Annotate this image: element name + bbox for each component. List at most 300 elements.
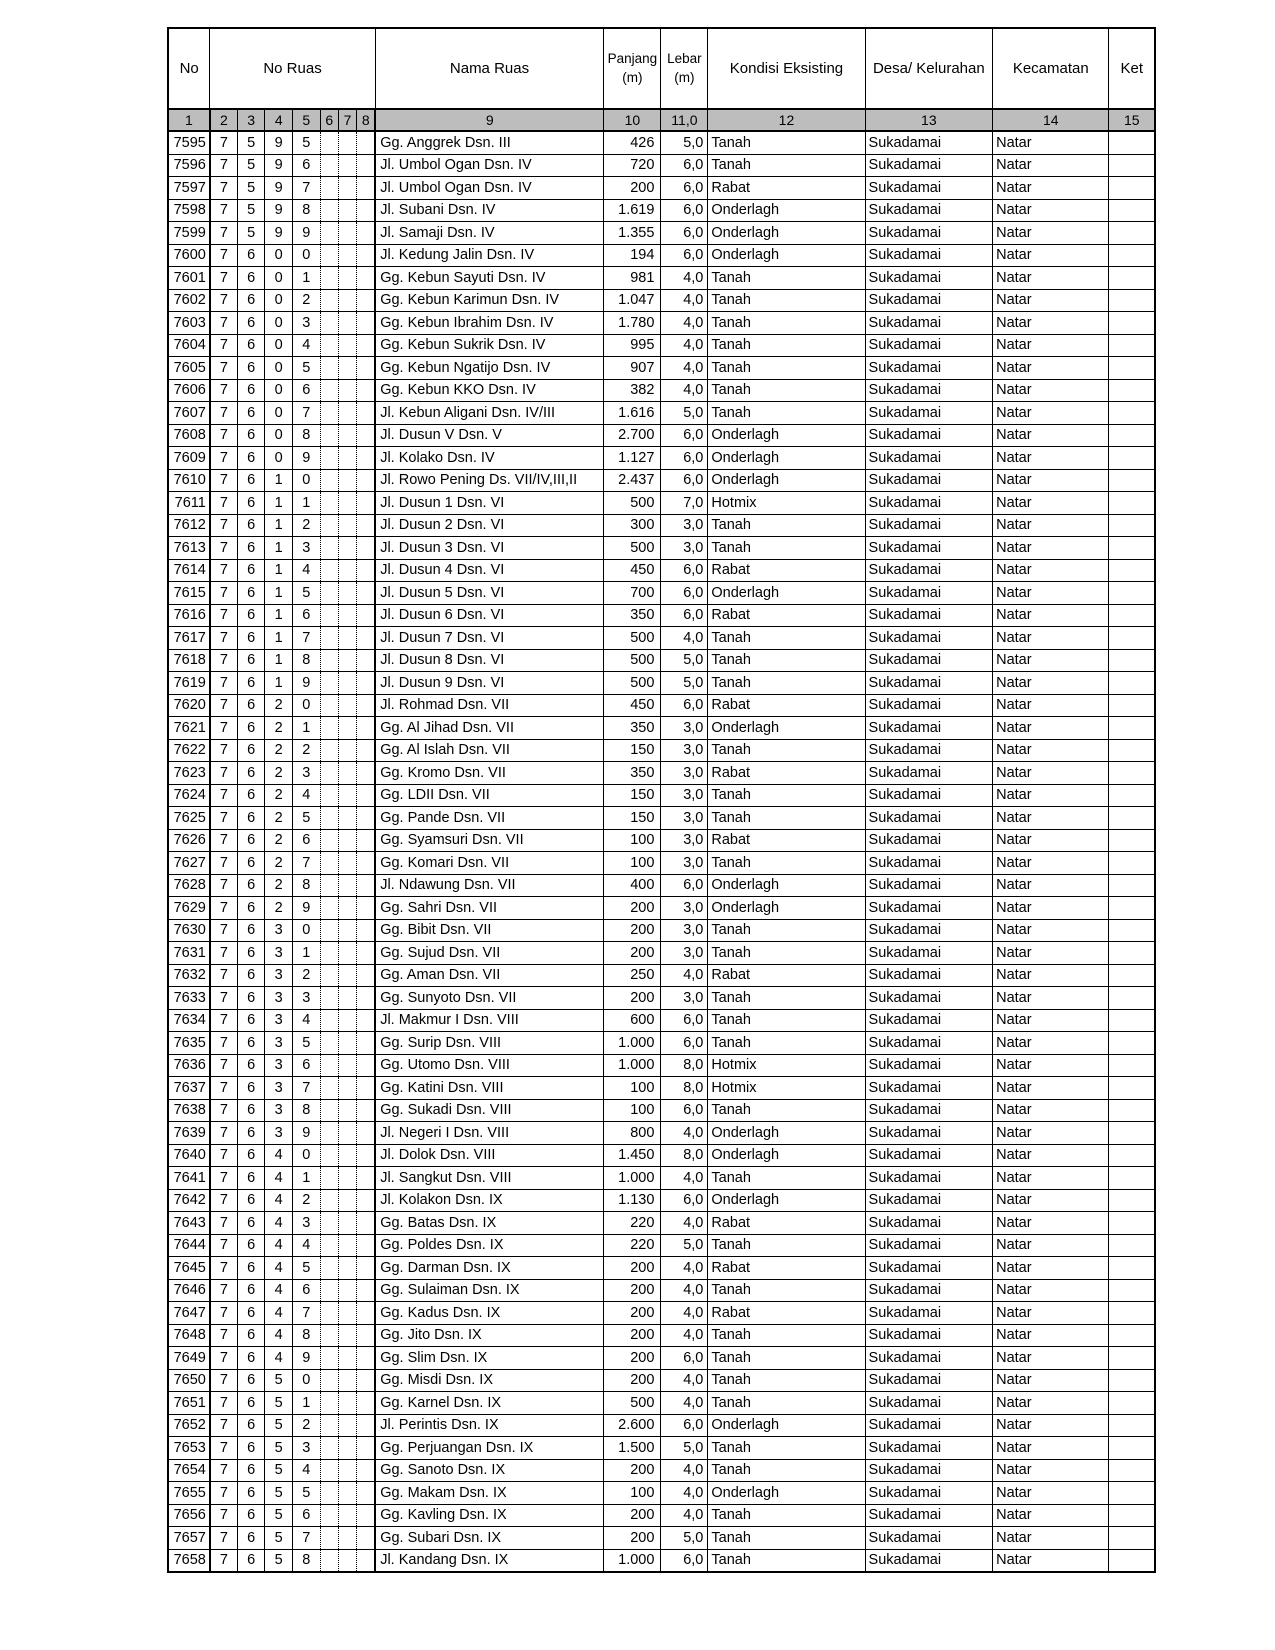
district-name: Natar: [993, 1369, 1109, 1392]
road-condition: Tanah: [708, 942, 865, 965]
table-row: [168, 154, 1155, 177]
ruas-digit: 5: [292, 131, 320, 154]
road-condition: Onderlagh: [708, 469, 865, 492]
ruas-digit: 6: [237, 897, 265, 920]
ruas-digit: [338, 289, 356, 312]
ruas-digit: 0: [292, 469, 320, 492]
road-length: 200: [604, 1257, 661, 1280]
road-length: 1.000: [604, 1549, 661, 1572]
road-length: 1.355: [604, 222, 661, 245]
ruas-digit: 1: [292, 492, 320, 515]
ruas-digit: 3: [265, 1099, 293, 1122]
district-name: Natar: [993, 1144, 1109, 1167]
ruas-digit: [357, 649, 375, 672]
ruas-digit: 6: [237, 1369, 265, 1392]
ruas-digit: 5: [265, 1527, 293, 1550]
ruas-digit: 3: [265, 964, 293, 987]
road-name: Gg. Sanoto Dsn. IX: [375, 1459, 604, 1482]
road-width: 6,0: [661, 1347, 708, 1370]
ruas-digit: 6: [237, 1054, 265, 1077]
ruas-digit: 7: [210, 177, 238, 200]
remarks: [1109, 1369, 1155, 1392]
ruas-digit: 2: [265, 852, 293, 875]
ruas-digit: 6: [237, 312, 265, 335]
road-name: Jl. Kolako Dsn. IV: [375, 447, 604, 470]
road-width: 6,0: [661, 1009, 708, 1032]
ruas-digit: [357, 829, 375, 852]
road-length: 600: [604, 1009, 661, 1032]
village-name: Sukadamai: [865, 717, 993, 740]
table-row: [168, 1167, 1155, 1190]
ruas-digit: 7: [210, 829, 238, 852]
ruas-digit: 0: [292, 1369, 320, 1392]
ruas-digit: [338, 1234, 356, 1257]
road-condition: Tanah: [708, 1527, 865, 1550]
district-name: Natar: [993, 739, 1109, 762]
ruas-digit: [320, 289, 338, 312]
ruas-digit: 7: [210, 312, 238, 335]
ruas-digit: [357, 357, 375, 380]
header-row: [168, 28, 1155, 109]
road-condition: Hotmix: [708, 1077, 865, 1100]
road-length: 400: [604, 874, 661, 897]
ruas-digit: [357, 1122, 375, 1145]
remarks: [1109, 672, 1155, 695]
ruas-digit: [320, 1392, 338, 1415]
ruas-digit: [357, 1369, 375, 1392]
remarks: [1109, 177, 1155, 200]
remarks: [1109, 1032, 1155, 1055]
table-row: [168, 942, 1155, 965]
road-width: 4,0: [661, 1459, 708, 1482]
ruas-digit: [320, 334, 338, 357]
road-condition: Onderlagh: [708, 717, 865, 740]
village-name: Sukadamai: [865, 289, 993, 312]
remarks: [1109, 537, 1155, 560]
row-number: 7658: [168, 1549, 210, 1572]
road-width: 4,0: [661, 1279, 708, 1302]
road-width: 4,0: [661, 1167, 708, 1190]
ruas-digit: 7: [210, 1392, 238, 1415]
table-row: [168, 604, 1155, 627]
village-name: Sukadamai: [865, 1437, 993, 1460]
road-name: Jl. Sangkut Dsn. VIII: [375, 1167, 604, 1190]
district-name: Natar: [993, 244, 1109, 267]
district-name: Natar: [993, 334, 1109, 357]
ruas-digit: [320, 1257, 338, 1280]
ruas-digit: [338, 1482, 356, 1505]
ruas-digit: [338, 964, 356, 987]
ruas-digit: 6: [237, 874, 265, 897]
ruas-digit: 6: [237, 762, 265, 785]
ruas-digit: 7: [210, 1482, 238, 1505]
table-row: [168, 267, 1155, 290]
ruas-digit: 7: [210, 334, 238, 357]
ruas-digit: [357, 447, 375, 470]
ruas-digit: [320, 1009, 338, 1032]
table-row: [168, 492, 1155, 515]
row-number: 7617: [168, 627, 210, 650]
ruas-digit: [320, 469, 338, 492]
remarks: [1109, 874, 1155, 897]
ruas-digit: 0: [292, 919, 320, 942]
village-name: Sukadamai: [865, 874, 993, 897]
ruas-digit: 3: [265, 1122, 293, 1145]
ruas-digit: [320, 424, 338, 447]
road-length: 426: [604, 131, 661, 154]
road-length: 800: [604, 1122, 661, 1145]
row-number: 7644: [168, 1234, 210, 1257]
district-name: Natar: [993, 649, 1109, 672]
ruas-digit: [357, 1189, 375, 1212]
road-length: 200: [604, 1369, 661, 1392]
ruas-digit: [357, 379, 375, 402]
road-width: 6,0: [661, 694, 708, 717]
ruas-digit: [338, 447, 356, 470]
ruas-digit: [357, 1504, 375, 1527]
district-name: Natar: [993, 807, 1109, 830]
road-length: 350: [604, 762, 661, 785]
ruas-digit: 1: [265, 649, 293, 672]
row-number: 7603: [168, 312, 210, 335]
ruas-digit: [338, 514, 356, 537]
road-name: Jl. Kolakon Dsn. IX: [375, 1189, 604, 1212]
ruas-digit: 7: [210, 739, 238, 762]
road-name: Gg. Al Islah Dsn. VII: [375, 739, 604, 762]
column-number: 1: [168, 109, 210, 131]
road-length: 720: [604, 154, 661, 177]
road-length: 100: [604, 852, 661, 875]
row-number: 7614: [168, 559, 210, 582]
ruas-digit: [320, 131, 338, 154]
ruas-digit: 7: [210, 627, 238, 650]
ruas-digit: 7: [292, 1077, 320, 1100]
ruas-digit: [338, 672, 356, 695]
ruas-digit: 6: [237, 1527, 265, 1550]
ruas-digit: 7: [210, 537, 238, 560]
road-name: Jl. Makmur I Dsn. VIII: [375, 1009, 604, 1032]
ruas-digit: 3: [292, 1437, 320, 1460]
road-name: Jl. Subani Dsn. IV: [375, 199, 604, 222]
ruas-digit: 4: [265, 1167, 293, 1190]
road-name: Jl. Perintis Dsn. IX: [375, 1414, 604, 1437]
road-width: 3,0: [661, 537, 708, 560]
ruas-digit: 6: [237, 537, 265, 560]
ruas-digit: 7: [210, 447, 238, 470]
remarks: [1109, 402, 1155, 425]
ruas-digit: [320, 357, 338, 380]
remarks: [1109, 1054, 1155, 1077]
road-name: Gg. Pande Dsn. VII: [375, 807, 604, 830]
road-name: Jl. Ndawung Dsn. VII: [375, 874, 604, 897]
ruas-digit: 7: [210, 1504, 238, 1527]
ruas-digit: [357, 177, 375, 200]
road-name: Jl. Dusun 8 Dsn. VI: [375, 649, 604, 672]
road-width: 3,0: [661, 739, 708, 762]
ruas-digit: [357, 1414, 375, 1437]
remarks: [1109, 807, 1155, 830]
road-width: 6,0: [661, 177, 708, 200]
road-length: 700: [604, 582, 661, 605]
ruas-digit: 7: [210, 1527, 238, 1550]
road-width: 6,0: [661, 1099, 708, 1122]
ruas-digit: [338, 1414, 356, 1437]
road-length: 200: [604, 1279, 661, 1302]
road-length: 250: [604, 964, 661, 987]
table-row: [168, 1459, 1155, 1482]
road-condition: Tanah: [708, 537, 865, 560]
district-name: Natar: [993, 604, 1109, 627]
road-width: 7,0: [661, 492, 708, 515]
header-nama-ruas: Nama Ruas: [375, 28, 604, 109]
ruas-digit: [320, 1032, 338, 1055]
road-condition: Onderlagh: [708, 199, 865, 222]
row-number: 7640: [168, 1144, 210, 1167]
ruas-digit: [320, 1122, 338, 1145]
road-condition: Tanah: [708, 357, 865, 380]
ruas-digit: 7: [292, 852, 320, 875]
ruas-digit: 3: [265, 1077, 293, 1100]
road-name: Gg. Bibit Dsn. VII: [375, 919, 604, 942]
table-row: [168, 694, 1155, 717]
ruas-digit: [357, 267, 375, 290]
village-name: Sukadamai: [865, 987, 993, 1010]
village-name: Sukadamai: [865, 1167, 993, 1190]
ruas-digit: 0: [265, 379, 293, 402]
column-number-row: [168, 109, 1155, 131]
ruas-digit: [320, 154, 338, 177]
ruas-digit: 6: [237, 1122, 265, 1145]
ruas-digit: [357, 739, 375, 762]
district-name: Natar: [993, 1009, 1109, 1032]
road-width: 4,0: [661, 289, 708, 312]
road-condition: Tanah: [708, 514, 865, 537]
row-number: 7628: [168, 874, 210, 897]
ruas-digit: 1: [265, 627, 293, 650]
ruas-digit: 6: [237, 784, 265, 807]
ruas-digit: 7: [210, 1099, 238, 1122]
road-condition: Tanah: [708, 627, 865, 650]
road-condition: Tanah: [708, 1279, 865, 1302]
district-name: Natar: [993, 1167, 1109, 1190]
ruas-digit: 4: [265, 1189, 293, 1212]
ruas-digit: [357, 784, 375, 807]
road-name: Jl. Negeri I Dsn. VIII: [375, 1122, 604, 1145]
district-name: Natar: [993, 312, 1109, 335]
road-condition: Onderlagh: [708, 1482, 865, 1505]
ruas-digit: [338, 1077, 356, 1100]
village-name: Sukadamai: [865, 964, 993, 987]
ruas-digit: [357, 1032, 375, 1055]
ruas-digit: [357, 199, 375, 222]
ruas-digit: [357, 717, 375, 740]
road-length: 1.000: [604, 1054, 661, 1077]
ruas-digit: 6: [237, 469, 265, 492]
ruas-digit: 6: [237, 1302, 265, 1325]
ruas-digit: 7: [210, 1459, 238, 1482]
village-name: Sukadamai: [865, 1077, 993, 1100]
table-row: [168, 784, 1155, 807]
row-number: 7634: [168, 1009, 210, 1032]
table-row: [168, 627, 1155, 650]
road-condition: Onderlagh: [708, 874, 865, 897]
district-name: Natar: [993, 289, 1109, 312]
ruas-digit: [357, 469, 375, 492]
road-condition: Rabat: [708, 559, 865, 582]
row-number: 7624: [168, 784, 210, 807]
ruas-digit: 7: [210, 717, 238, 740]
ruas-digit: [357, 987, 375, 1010]
road-width: 6,0: [661, 559, 708, 582]
ruas-digit: 8: [292, 1099, 320, 1122]
remarks: [1109, 514, 1155, 537]
remarks: [1109, 289, 1155, 312]
table-row: [168, 919, 1155, 942]
ruas-digit: 8: [292, 424, 320, 447]
ruas-digit: [338, 739, 356, 762]
remarks: [1109, 1527, 1155, 1550]
remarks: [1109, 1459, 1155, 1482]
road-condition: Tanah: [708, 1459, 865, 1482]
road-length: 200: [604, 1347, 661, 1370]
village-name: Sukadamai: [865, 1504, 993, 1527]
row-number: 7629: [168, 897, 210, 920]
ruas-digit: [320, 627, 338, 650]
ruas-digit: [320, 1482, 338, 1505]
ruas-digit: 6: [237, 942, 265, 965]
road-width: 4,0: [661, 312, 708, 335]
village-name: Sukadamai: [865, 379, 993, 402]
ruas-digit: 3: [292, 762, 320, 785]
road-length: 350: [604, 717, 661, 740]
ruas-digit: 6: [237, 1099, 265, 1122]
ruas-digit: 6: [292, 1279, 320, 1302]
ruas-digit: 7: [210, 1032, 238, 1055]
village-name: Sukadamai: [865, 852, 993, 875]
row-number: 7615: [168, 582, 210, 605]
district-name: Natar: [993, 514, 1109, 537]
road-condition: Hotmix: [708, 1054, 865, 1077]
ruas-digit: [357, 424, 375, 447]
district-name: Natar: [993, 627, 1109, 650]
road-name: Gg. Surip Dsn. VIII: [375, 1032, 604, 1055]
ruas-digit: 6: [237, 1032, 265, 1055]
ruas-digit: 3: [265, 942, 293, 965]
row-number: 7641: [168, 1167, 210, 1190]
ruas-digit: 1: [265, 604, 293, 627]
road-name: Gg. Kebun Ibrahim Dsn. IV: [375, 312, 604, 335]
ruas-digit: [338, 784, 356, 807]
remarks: [1109, 447, 1155, 470]
row-number: 7602: [168, 289, 210, 312]
village-name: Sukadamai: [865, 559, 993, 582]
ruas-digit: 6: [237, 1077, 265, 1100]
village-name: Sukadamai: [865, 1144, 993, 1167]
ruas-digit: [320, 447, 338, 470]
ruas-digit: [357, 559, 375, 582]
ruas-digit: [320, 987, 338, 1010]
road-name: Gg. Kebun Karimun Dsn. IV: [375, 289, 604, 312]
road-name: Jl. Kebun Aligani Dsn. IV/III: [375, 402, 604, 425]
district-name: Natar: [993, 1279, 1109, 1302]
ruas-digit: 7: [210, 987, 238, 1010]
header-kecamatan: Kecamatan: [993, 28, 1109, 109]
ruas-digit: 6: [237, 1437, 265, 1460]
road-length: 200: [604, 942, 661, 965]
remarks: [1109, 739, 1155, 762]
ruas-digit: 6: [237, 447, 265, 470]
ruas-digit: [338, 874, 356, 897]
road-length: 300: [604, 514, 661, 537]
row-number: 7621: [168, 717, 210, 740]
ruas-digit: [320, 717, 338, 740]
row-number: 7657: [168, 1527, 210, 1550]
ruas-digit: [320, 537, 338, 560]
district-name: Natar: [993, 379, 1109, 402]
ruas-digit: 2: [265, 897, 293, 920]
road-condition: Tanah: [708, 1009, 865, 1032]
row-number: 7636: [168, 1054, 210, 1077]
district-name: Natar: [993, 267, 1109, 290]
road-length: 1.500: [604, 1437, 661, 1460]
road-condition: Tanah: [708, 131, 865, 154]
district-name: Natar: [993, 1482, 1109, 1505]
ruas-digit: 5: [237, 222, 265, 245]
ruas-digit: 6: [237, 649, 265, 672]
ruas-digit: 6: [237, 739, 265, 762]
district-name: Natar: [993, 222, 1109, 245]
village-name: Sukadamai: [865, 627, 993, 650]
ruas-digit: 7: [210, 964, 238, 987]
remarks: [1109, 1009, 1155, 1032]
header-lebar: [661, 28, 708, 109]
ruas-digit: [357, 852, 375, 875]
road-name: Gg. Kebun Sayuti Dsn. IV: [375, 267, 604, 290]
remarks: [1109, 469, 1155, 492]
ruas-digit: [338, 1099, 356, 1122]
ruas-digit: [338, 1257, 356, 1280]
road-condition: Rabat: [708, 1257, 865, 1280]
ruas-digit: 4: [265, 1257, 293, 1280]
ruas-digit: 6: [237, 424, 265, 447]
district-name: Natar: [993, 694, 1109, 717]
road-condition: Tanah: [708, 1504, 865, 1527]
ruas-digit: 0: [265, 402, 293, 425]
ruas-digit: 6: [237, 672, 265, 695]
road-name: Jl. Dusun 2 Dsn. VI: [375, 514, 604, 537]
road-condition: Tanah: [708, 1167, 865, 1190]
village-name: Sukadamai: [865, 1392, 993, 1415]
road-condition: Tanah: [708, 1369, 865, 1392]
village-name: Sukadamai: [865, 357, 993, 380]
column-number: 13: [865, 109, 993, 131]
ruas-digit: [357, 897, 375, 920]
road-condition: Tanah: [708, 379, 865, 402]
table-row: [168, 514, 1155, 537]
ruas-digit: [338, 244, 356, 267]
column-number: 15: [1109, 109, 1155, 131]
road-length: 907: [604, 357, 661, 380]
ruas-digit: 7: [210, 244, 238, 267]
row-number: 7647: [168, 1302, 210, 1325]
district-name: Natar: [993, 199, 1109, 222]
district-name: Natar: [993, 1257, 1109, 1280]
ruas-digit: [320, 267, 338, 290]
ruas-digit: 7: [210, 559, 238, 582]
column-number: 4: [265, 109, 293, 131]
road-name: Jl. Rowo Pening Ds. VII/IV,III,II: [375, 469, 604, 492]
ruas-digit: 4: [265, 1302, 293, 1325]
